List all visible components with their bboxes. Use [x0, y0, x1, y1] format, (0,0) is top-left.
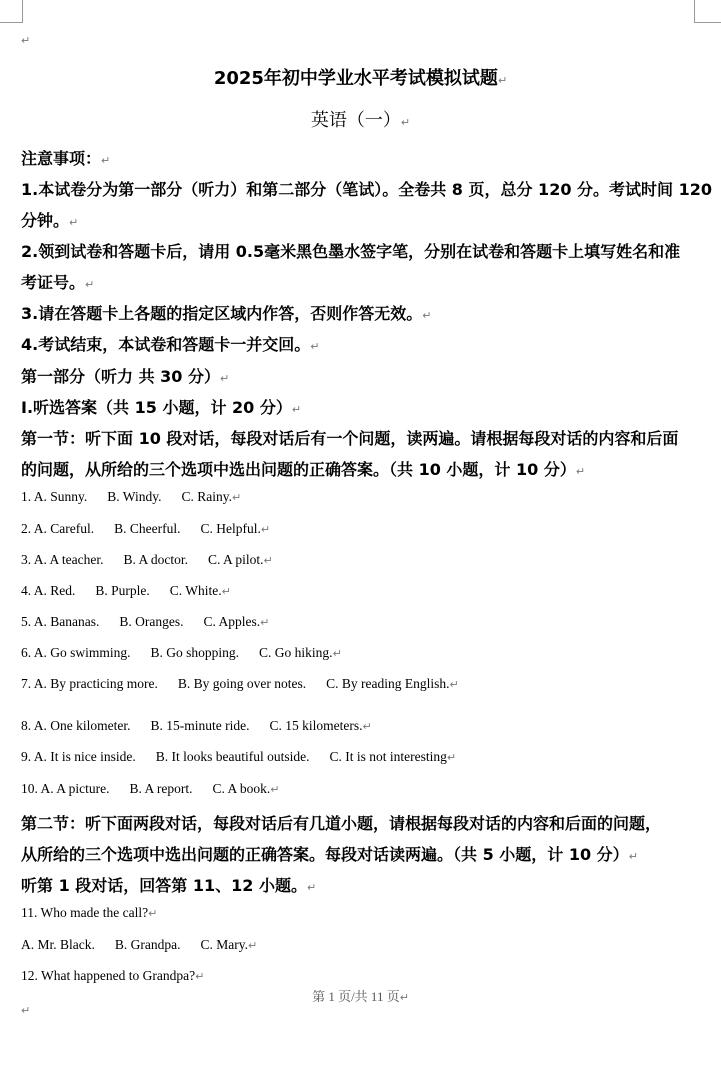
question-12: 12. What happened to Grandpa?↵: [21, 968, 205, 983]
question-7: 7. A. By practicing more. B. By going over notes. C. By reading English.↵: [21, 676, 459, 691]
section-i-heading: Ⅰ.听选答案（共 15 小题，计 20 分）↵: [21, 398, 302, 417]
notice-line: 分钟。↵: [21, 211, 79, 230]
question-10: 10. A. A picture. B. A report. C. A book.↵: [21, 781, 280, 796]
notice-line: 考证号。↵: [21, 273, 95, 292]
notice-line: 2.领到试卷和答题卡后，请用 0.5毫米黑色墨水签字笔，分别在试卷和答题卡上填写姓名和准: [21, 242, 681, 261]
question-3: 3. A. A teacher. B. A doctor. C. A pilot.↵: [21, 552, 273, 567]
section1-intro: 第一节：听下面 10 段对话，每段对话后有一个问题，读两遍。请根据每段对话的内容和后面: [21, 429, 679, 448]
question-6: 6. A. Go swimming. B. Go shopping. C. Go hiking.↵: [21, 645, 342, 660]
part1-heading: 第一部分（听力 共 30 分）↵: [21, 367, 230, 386]
section2-intro: 第二节：听下面两段对话，每段对话后有几道小题，请根据每段对话的内容和后面的问题，: [21, 814, 662, 833]
question-8: 8. A. One kilometer. B. 15-minute ride. C. 15 kilometers.↵: [21, 718, 372, 733]
dialogue1-heading: 听第 1 段对话，回答第 11、12 小题。↵: [21, 876, 317, 895]
crop-mark-top-left: [0, 0, 23, 23]
section2-intro: 从所给的三个选项中选出问题的正确答案。每段对话读两遍。（共 5 小题，计 10 分）↵: [21, 845, 638, 864]
section1-intro: 的问题，从所给的三个选项中选出问题的正确答案。（共 10 小题，计 10 分）↵: [21, 460, 586, 479]
question-2: 2. A. Careful. B. Cheerful. C. Helpful.↵: [21, 521, 271, 536]
notice-line: 3.请在答题卡上各题的指定区域内作答，否则作答无效。↵: [21, 304, 432, 323]
exam-title: 2025年初中学业水平考试模拟试题↵: [213, 68, 508, 89]
notice-heading: 注意事项：↵: [21, 149, 111, 168]
question-4: 4. A. Red. B. Purple. C. White.↵: [21, 583, 231, 598]
question-11: 11. Who made the call?↵: [21, 905, 158, 920]
question-9: 9. A. It is nice inside. B. It looks beautiful outside. C. It is not interesting↵: [21, 749, 457, 764]
crop-mark-top-right: [694, 0, 721, 23]
notice-line: 4.考试结束，本试卷和答题卡一并交回。↵: [21, 335, 320, 354]
question-1: 1. A. Sunny. B. Windy. C. Rainy.↵: [21, 489, 242, 504]
question-11-options: A. Mr. Black. B. Grandpa. C. Mary.↵: [21, 937, 258, 952]
paragraph-mark: ↵: [21, 34, 31, 47]
paragraph-mark: ↵: [21, 1004, 31, 1017]
notice-line: 1.本试卷分为第一部分（听力）和第二部分（笔试）。全卷共 8 页，总分 120 分。考试时间 120: [21, 180, 712, 199]
question-5: 5. A. Bananas. B. Oranges. C. Apples.↵: [21, 614, 270, 629]
page-footer: 第 1 页/共 11 页↵: [312, 989, 409, 1004]
exam-subtitle: 英语（一）↵: [310, 110, 411, 131]
